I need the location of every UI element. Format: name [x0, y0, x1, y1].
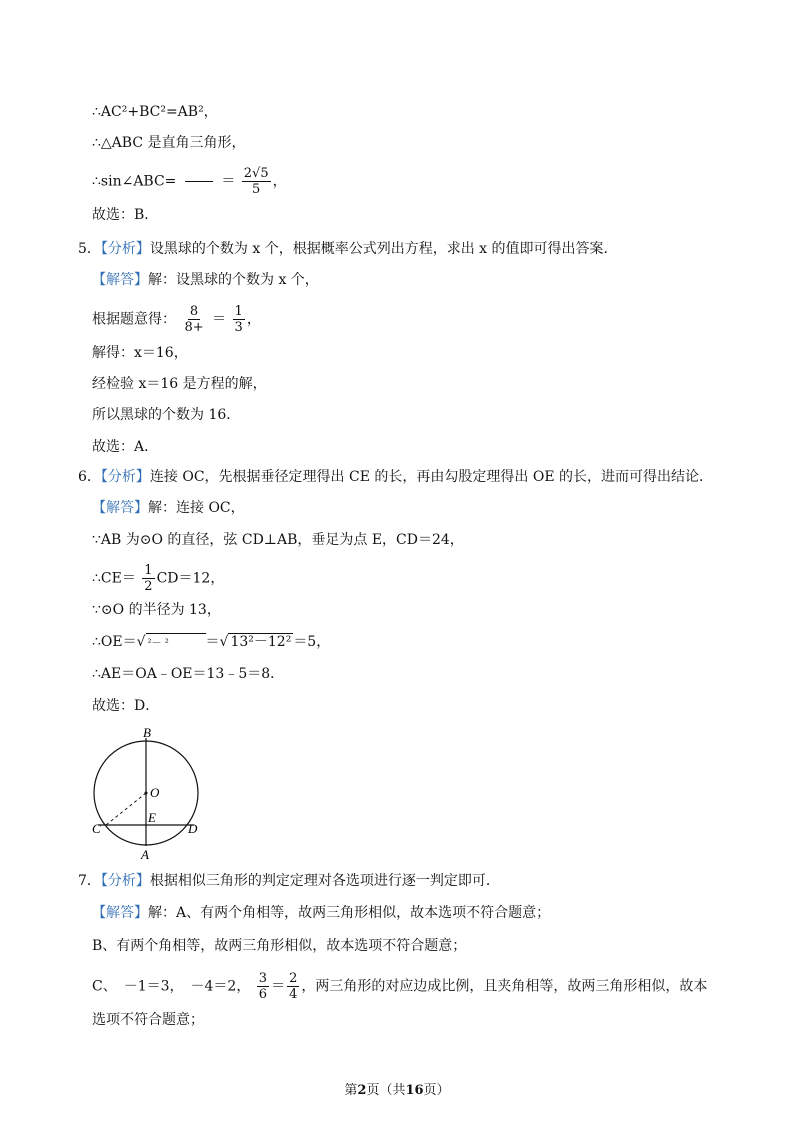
label-e: E [148, 810, 156, 825]
q7-fraction-1-den: 6 [258, 987, 268, 1002]
q6-step4-mid: ＝ [205, 634, 220, 650]
line-sin [92, 166, 287, 197]
footer-post: 页） [423, 1083, 450, 1098]
q7-step2-suffix: ，两三角形的对应边成比例，且夹角相等，故两三角形相似，故本 [301, 978, 708, 995]
q7-analysis-tag: 【分析】 [100, 873, 150, 889]
q5-eq-right-den: 3 [234, 320, 243, 335]
q7-step2 [92, 971, 707, 1002]
q5-analysis-text: 设黑球的个数为 x 个，根据概率公式列出方程，求出 x 的值即可得出答案． [149, 241, 618, 257]
q7-analysis-text: 根据相似三角形的判定定理对各选项进行逐一判定即可． [149, 873, 500, 889]
q5-eq-right-num: 1 [234, 304, 243, 319]
circle-diagram [88, 724, 208, 864]
q7-fraction-1-num: 3 [258, 971, 268, 986]
q7-step3: 选项不符合题意； [92, 1012, 204, 1028]
q6-solution [92, 498, 245, 518]
q7-solution-text: 解：A、有两个角相等，故两三角形相似，故本选项不符合题意； [148, 905, 551, 921]
q7-solution-tag: 【解答】 [92, 905, 148, 921]
footer-page: 2 [357, 1083, 367, 1098]
q7-number: 7． [78, 873, 101, 889]
segment-oc-dashed [106, 793, 146, 825]
q6-analysis-text: 连接 OC，先根据垂径定理得出 CE 的长，再由勾股定理得出 OE 的长，进而可得出结论． [149, 469, 713, 485]
q6-half-fraction [142, 563, 154, 594]
q6-analysis [78, 467, 713, 487]
sqrt-sign: √ [219, 634, 229, 650]
q5-analysis [78, 239, 618, 259]
q7-fraction-2-num: 2 [289, 971, 298, 986]
q6-step1: ∵AB 为⊙O 的直径，弦 CD⊥AB，垂足为点 E，CD＝24， [92, 532, 464, 548]
q5-step1: 解得：x＝16， [92, 345, 188, 361]
q5-solution [92, 270, 319, 290]
q6-step4-root: 13²－12² [230, 634, 292, 650]
sin-fraction-num: 2√5 [243, 166, 269, 181]
q5-step4: 故选：A． [92, 439, 159, 455]
q5-solution-text: 解：设黑球的个数为 x 个， [148, 272, 319, 288]
sin-prefix: ∴sin∠ABC= [92, 173, 177, 190]
label-a: A [141, 847, 149, 862]
q5-equation [92, 304, 261, 335]
q5-eq-left-den: 8+ [184, 320, 204, 335]
footer-total: 16 [405, 1083, 424, 1098]
q6-step6: 故选：D． [92, 698, 160, 714]
q7-fraction-2-den: 4 [289, 987, 298, 1002]
q6-number: 6． [78, 469, 101, 485]
comma: ， [272, 173, 287, 190]
q5-step2: 经检验 x＝16 是方程的解， [92, 376, 267, 392]
sqrt-sign: √ [136, 634, 146, 650]
q5-solution-tag: 【解答】 [92, 272, 148, 288]
q5-step3: 所以黑球的个数为 16． [92, 407, 241, 423]
q7-analysis [78, 871, 500, 891]
q6-step4-suffix: ＝5， [293, 634, 331, 650]
equals-sign: ＝ [221, 173, 236, 190]
label-b: B [143, 725, 151, 740]
q5-eq-prefix: 根据题意得： [92, 311, 176, 328]
q7-fraction-2 [287, 971, 299, 1002]
label-d: D [188, 821, 198, 836]
page-footer [0, 1079, 794, 1098]
q5-number: 5． [78, 241, 101, 257]
q5-analysis-tag: 【分析】 [100, 241, 150, 257]
label-c: C [92, 821, 101, 836]
q6-step4-blank-root: ²－ ² [146, 633, 206, 654]
q6-solution-tag: 【解答】 [92, 500, 148, 516]
q7-step2-prefix: C、 －1＝3， －4＝2， [92, 978, 251, 995]
line-choose-b: 故选：B． [92, 207, 159, 223]
q5-eq-right-fraction [233, 304, 245, 335]
line-right-triangle: ∴△ABC 是直角三角形， [92, 135, 246, 151]
q6-step3: ∵⊙O 的半径为 13， [92, 602, 221, 618]
footer-pre: 第 [344, 1083, 358, 1098]
blank-fraction [185, 181, 213, 182]
q6-solution-text: 解：连接 OC， [148, 500, 245, 516]
q7-solution [92, 903, 550, 923]
sin-fraction-den: 5 [252, 182, 261, 197]
center-point [145, 792, 148, 795]
comma: ， [246, 311, 261, 328]
sin-fraction [242, 166, 271, 197]
q6-step4-prefix: ∴OE＝ [92, 634, 137, 650]
line-ac2-bc2: ∴AC²+BC²=AB²， [92, 104, 218, 120]
q6-step2 [92, 563, 224, 594]
q5-eq-left-num: 8 [189, 304, 199, 319]
q6-step2-suffix: CD＝12， [156, 570, 225, 587]
q6-step5: ∴AE＝OA﹣OE＝13﹣5＝8． [92, 666, 285, 682]
q5-eq-left-fraction [182, 304, 205, 335]
footer-mid: 页（共 [366, 1083, 406, 1098]
q6-step2-prefix: ∴CE＝ [92, 570, 136, 587]
q7-step1: B、有两个角相等，故两三角形相似，故本选项不符合题意； [92, 938, 467, 954]
q6-half-num: 1 [144, 563, 153, 578]
q6-step4 [92, 632, 330, 654]
label-o: O [150, 785, 160, 800]
q6-analysis-tag: 【分析】 [100, 469, 150, 485]
q6-half-den: 2 [144, 579, 153, 594]
q5-eq-equals: ＝ [212, 311, 227, 328]
q7-fraction-1 [257, 971, 269, 1002]
q7-equals: ＝ [271, 978, 286, 995]
